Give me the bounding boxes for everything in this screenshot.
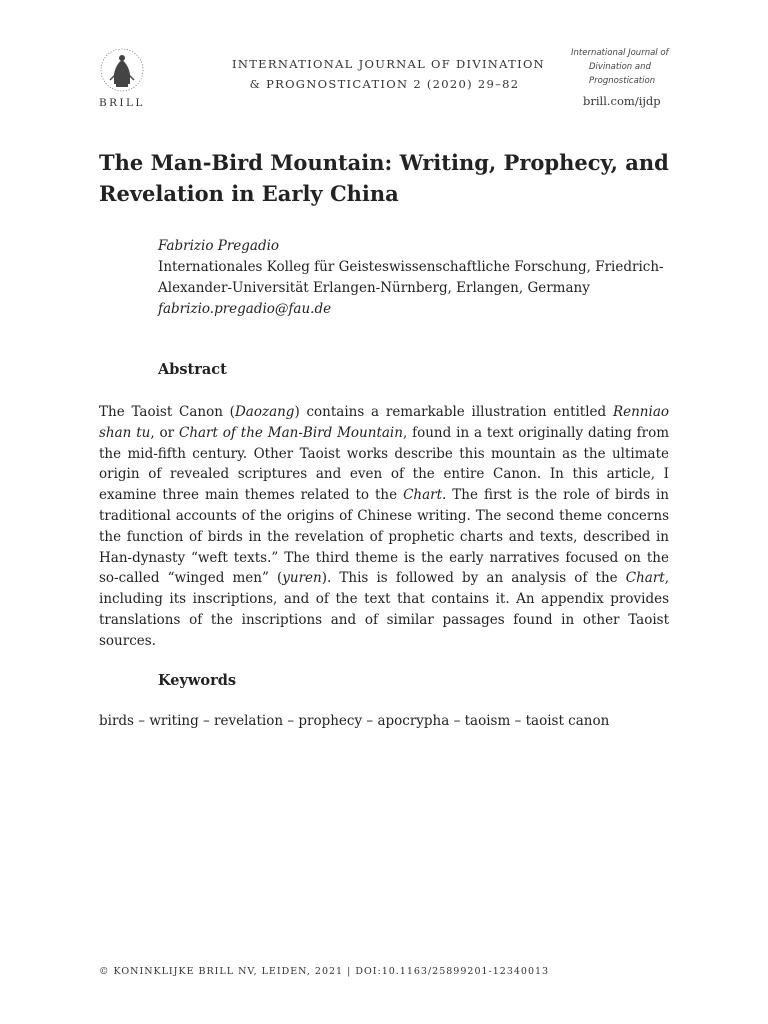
affiliation-line-1: Internationales Kolleg für Geisteswissenschaftliche Forschung, Friedrich- xyxy=(158,259,664,275)
abstract-italic-term: Chart of the Man-Bird Mountain xyxy=(178,424,403,441)
abstract-text xyxy=(99,402,669,652)
abstract-segment: The Taoist Canon ( xyxy=(99,404,235,420)
abstract-italic-term: Chart xyxy=(625,570,665,587)
abstract-italic-term: Renniao shan tu xyxy=(99,404,669,441)
abstract-segment: , including its inscriptions, and of the text that contains it. An appendix provides translations of the inscriptions and of similar passages found in other Taoist sources. xyxy=(99,570,669,649)
journal-citation-line-2: & PROGNOSTICATION 2 (2020) 29–82 xyxy=(249,77,520,91)
journal-logo-line-3: Prognostication xyxy=(589,76,656,86)
article-title-line-2: Revelation in Early China xyxy=(99,181,399,206)
publisher-name: BRILL xyxy=(99,97,145,109)
article-title xyxy=(99,147,679,209)
author-name: Fabrizio Pregadio xyxy=(158,238,280,254)
copyright-footer: © KONINKLIJKE BRILL NV, LEIDEN, 2021 | DOI:10.1163/25899201-12340013 xyxy=(99,966,550,977)
journal-logo xyxy=(571,46,691,88)
journal-citation xyxy=(232,54,546,94)
abstract-italic-term: Daozang xyxy=(234,404,295,420)
abstract-italic-term: Chart xyxy=(403,487,443,504)
affiliation-line-2: Alexander-Universität Erlangen-Nürnberg, Erlangen, Germany xyxy=(158,280,590,296)
abstract-segment: , or xyxy=(150,424,179,441)
journal-website-link[interactable]: brill.com/ijdp xyxy=(583,94,661,108)
journal-logo-line-2: Divination and xyxy=(589,62,651,72)
abstract-heading: Abstract xyxy=(158,361,227,378)
keywords-list: birds – writing – revelation – prophecy – apocrypha – taoism – taoist canon xyxy=(99,713,610,729)
abstract-segment: ) contains a remarkable illustration entitled xyxy=(294,404,613,420)
keywords-heading: Keywords xyxy=(158,672,237,689)
abstract-segment: , found in a text originally dating from the mid-fifth century. Other Taoist works describe this mountain as the ultimate origin of revealed scriptures and even of the entire Canon. In this article, I examine three main themes related to the xyxy=(99,424,669,504)
author-block xyxy=(158,236,678,320)
abstract-italic-term: yuren xyxy=(282,570,322,587)
journal-citation-line-1: INTERNATIONAL JOURNAL OF DIVINATION xyxy=(232,57,546,71)
author-email-link[interactable]: fabrizio.pregadio@fau.de xyxy=(158,301,332,317)
abstract-segment: ). This is followed by an analysis of the xyxy=(321,570,626,587)
abstract-segment: . The first is the role of birds in traditional accounts of the origins of Chinese writing. The second theme concerns the function of birds in the revelation of prophetic charts and texts, described in Han-dynasty “weft texts.” The third theme is the early narratives focused on the so-called “winged men” ( xyxy=(99,487,670,587)
journal-logo-line-1: International Journal of xyxy=(571,48,669,58)
brill-seal-icon xyxy=(92,44,152,100)
article-title-line-1: The Man-Bird Mountain: Writing, Prophecy, and xyxy=(99,150,669,175)
